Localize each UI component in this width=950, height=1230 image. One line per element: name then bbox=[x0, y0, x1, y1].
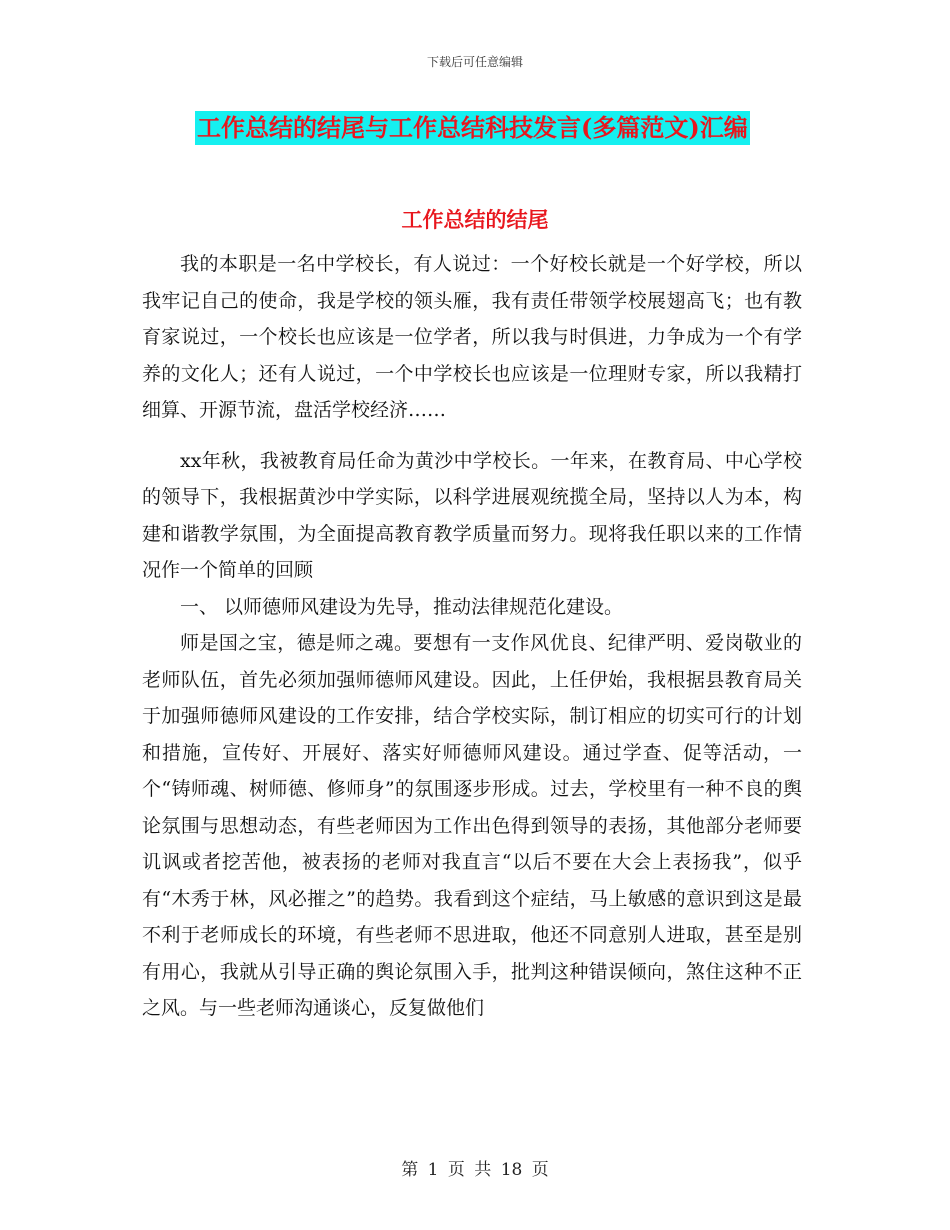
paragraph-overview: xx年秋，我被教育局任命为黄沙中学校长。一年来，在教育局、中心学校的领导下，我根据黄沙中学实际，以科学进展观统揽全局，坚持以人为本，构建和谐教学氛围，为全面提高教育教学质量而努力。现将我任职以来的工作情况作一个简单的回顾 bbox=[142, 449, 802, 581]
paragraph-heading-one: 一、 以师德师风建设为先导，推动法律规范化建设。 bbox=[180, 595, 624, 618]
header-note: 下载后可任意编辑 bbox=[426, 55, 523, 69]
paragraph-intro: 我的本职是一名中学校长，有人说过：一个好校长就是一个好学校，所以我牢记自己的使命，我是学校的领头雁，我有责任带领学校展翅高飞；也有教育家说过，一个校长也应该是一位学者，所以我与时俱进，力争成为一个有学养的文化人；还有人说过，一个中学校长也应该是一位理财专家，所以我精打细算、开源节流，盘活学校经济…… bbox=[142, 253, 802, 421]
body-text bbox=[142, 246, 802, 1027]
section-title: 工作总结的结尾 bbox=[401, 207, 549, 232]
document-title: 工作总结的结尾与工作总结科技发言(多篇范文)汇编 bbox=[195, 111, 750, 145]
page-footer: 第 1 页 共 18 页 bbox=[401, 1160, 549, 1180]
paragraph-ethics: 师是国之宝，德是师之魂。要想有一支作风优良、纪律严明、爱岗敬业的老师队伍，首先必须加强师德师风建设。因此，上任伊始，我根据县教育局关于加强师德师风建设的工作安排，结合学校实际，制订相应的切实可行的计划和措施，宣传好、开展好、落实好师德师风建设。通过学查、促等活动，一个“铸师魂、树师德、修师身”的氛围逐步形成。过去，学校里有一种不良的舆论氛围与思想动态，有些老师因为工作出色得到领导的表扬，其他部分老师要讥讽或者挖苦他，被表扬的老师对我直言“以后不要在大会上表扬我”，似乎有“木秀于林，风必摧之”的趋势。我看到这个症结，马上敏感的意识到这是最不利于老师成长的环境，有些老师不思进取，他还不同意别人进取，甚至是别有用心，我就从引导正确的舆论氛围入手，批判这种错误倾向，煞住这种不正之风。与一些老师沟通谈心，反复做他们 bbox=[142, 632, 802, 1019]
